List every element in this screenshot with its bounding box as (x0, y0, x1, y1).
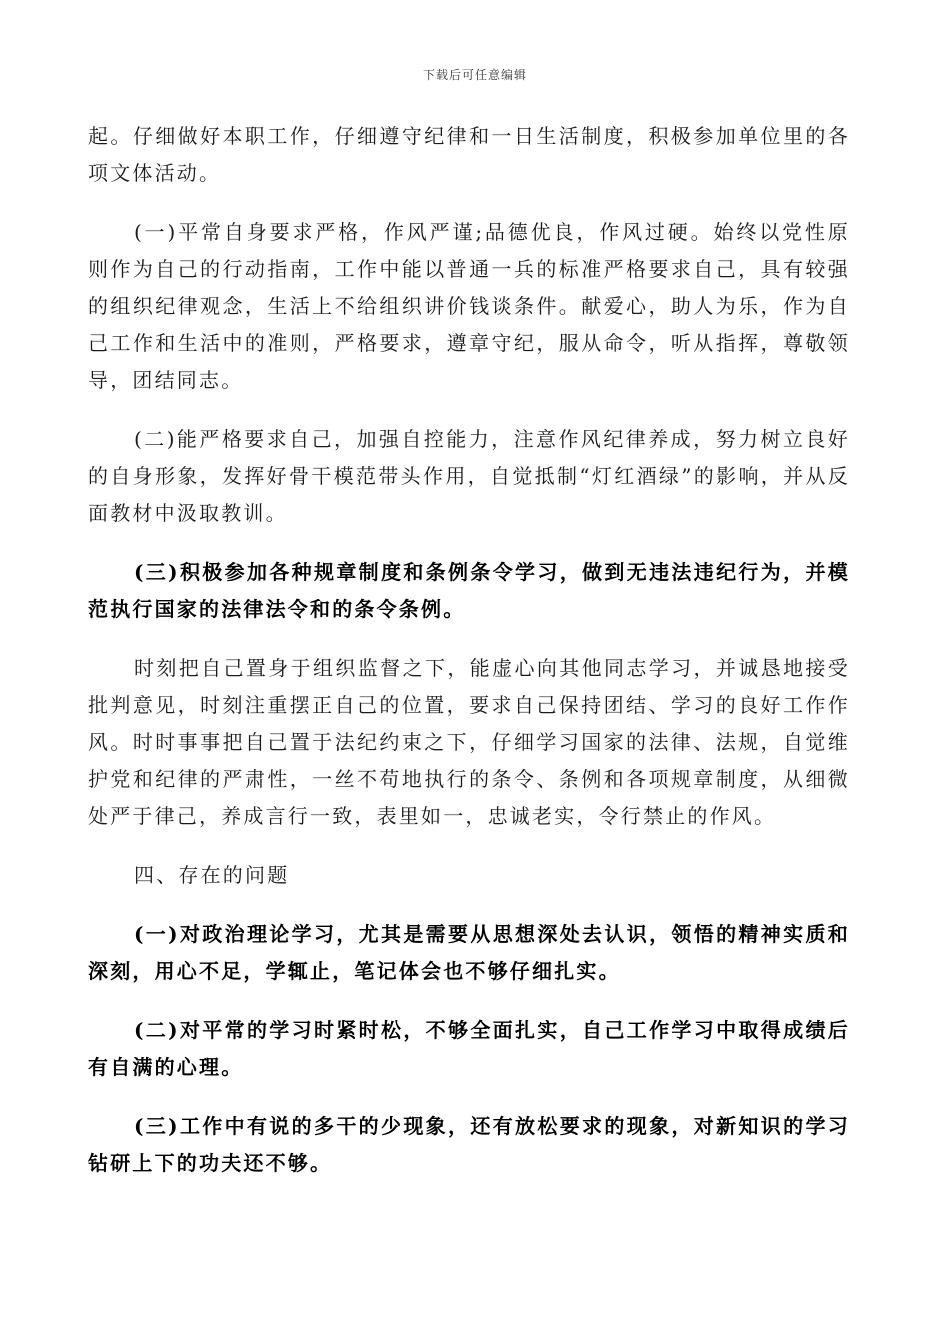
paragraph-item-3: (三)积极参加各种规章制度和条例条令学习，做到无违法违纪行为，并模范执行国家的法律法令和的条令条例。 (88, 560, 850, 621)
paragraph-continuation: 起。仔细做好本职工作，仔细遵守纪律和一日生活制度，积极参加单位里的各项文体活动。 (88, 124, 850, 185)
section-heading-problems: 四、存在的问题 (134, 863, 290, 887)
problem-item-2: (二)对平常的学习时紧时松，不够全面扎实，自己工作学习中取得成绩后有自满的心理。 (88, 1018, 850, 1079)
paragraph-item-2: (二)能严格要求自己，加强自控能力，注意作风纪律养成，努力树立良好的自身形象，发挥好骨干模范带头作用，自觉抵制“灯红酒绿”的影响，并从反面教材中汲取教训。 (88, 427, 850, 525)
problem-item-1: (一)对政治理论学习，尤其是需要从思想深处去认识，领悟的精神实质和深刻，用心不足，学辄止，笔记体会也不够仔细扎实。 (88, 922, 850, 983)
paragraph-item-1: (一)平常自身要求严格，作风严谨;品德优良，作风过硬。始终以党性原则作为自己的行动指南，工作中能以普通一兵的标准严格要求自己，具有较强的组织纪律观念，生活上不给组织讲价钱谈条件。献爱心，助人为乐，作为自己工作和生活中的准则，严格要求，遵章守纪，服从命令，听从指挥，尊敬领导，团结同志。 (88, 220, 850, 392)
paragraph-supervision: 时刻把自己置身于组织监督之下，能虚心向其他同志学习，并诚恳地接受批判意见，时刻注重摆正自己的位置，要求自己保持团结、学习的良好工作作风。时时事事把自己置于法纪约束之下，仔细学习国家的法律、法规，自觉维护党和纪律的严肃性，一丝不苟地执行的条令、条例和各项规章制度，从细微处严于律己，养成言行一致，表里如一，忠诚老实，令行禁止的作风。 (88, 656, 850, 828)
document-body (88, 118, 850, 1204)
problem-item-3: (三)工作中有说的多干的少现象，还有放松要求的现象，对新知识的学习钻研上下的功夫还不够。 (88, 1114, 850, 1175)
header-note: 下载后可任意编辑 (422, 68, 527, 82)
